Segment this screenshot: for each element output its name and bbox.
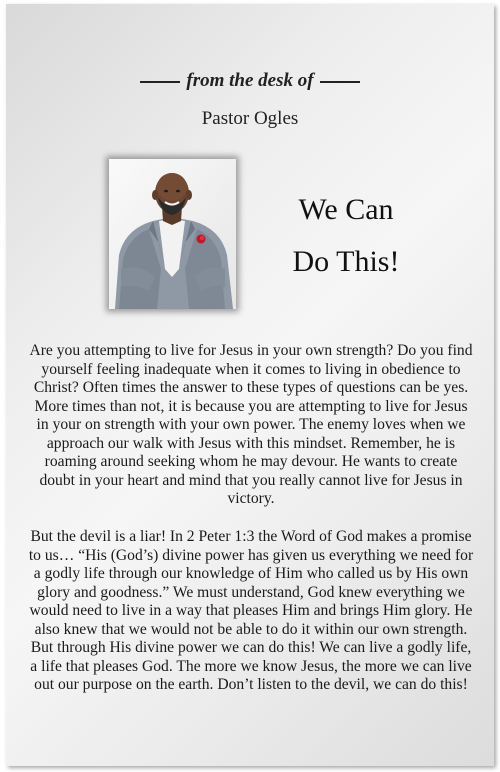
title-line-2: Do This! (292, 245, 400, 278)
body-paragraph-2: But the devil is a liar! In 2 Peter 1:3 the Word of God makes a promise to us… “His (God’s) divine power has given us everything we need for a godly life through our knowledge of Him who called us by His own glory and goodness.” We must understand, God knew everything we would need to live in a way that pleases Him and brings Him glory. He also knew that we would not be able to do it within our own strength. But through His divine power we can do this! We can live a godly life, a life that pleases God. The more we know Jesus, the more we can live out our purpose on the earth. Don’t listen to the devil, we can do this! (28, 528, 474, 693)
title-line-1: We Can (298, 193, 394, 226)
pastor-name: Pastor Ogles (201, 108, 299, 129)
article-title (261, 184, 431, 288)
left-rule (140, 81, 180, 83)
from-desk-header (6, 70, 494, 92)
body-paragraph-1: Are you attempting to live for Jesus in your own strength? Do you find yourself feeling inadequate when it comes to living in obedience to Christ? Often times the answer to these types of questions can be yes. More times than not, it is because you are attempting to live for Jesus in your on strength with your own power. The enemy loves when we approach our walk with Jesus with this mindset. Remember, he is roaming around seeking whom he may devour. He wants to create doubt in your heart and mind that you really cannot live for Jesus in victory. (29, 342, 473, 507)
right-rule (320, 81, 360, 83)
newsletter-page (6, 4, 494, 766)
pastor-photo-illustration (109, 159, 236, 309)
from-desk-text: from the desk of (186, 70, 314, 91)
pastor-photo (109, 159, 236, 309)
